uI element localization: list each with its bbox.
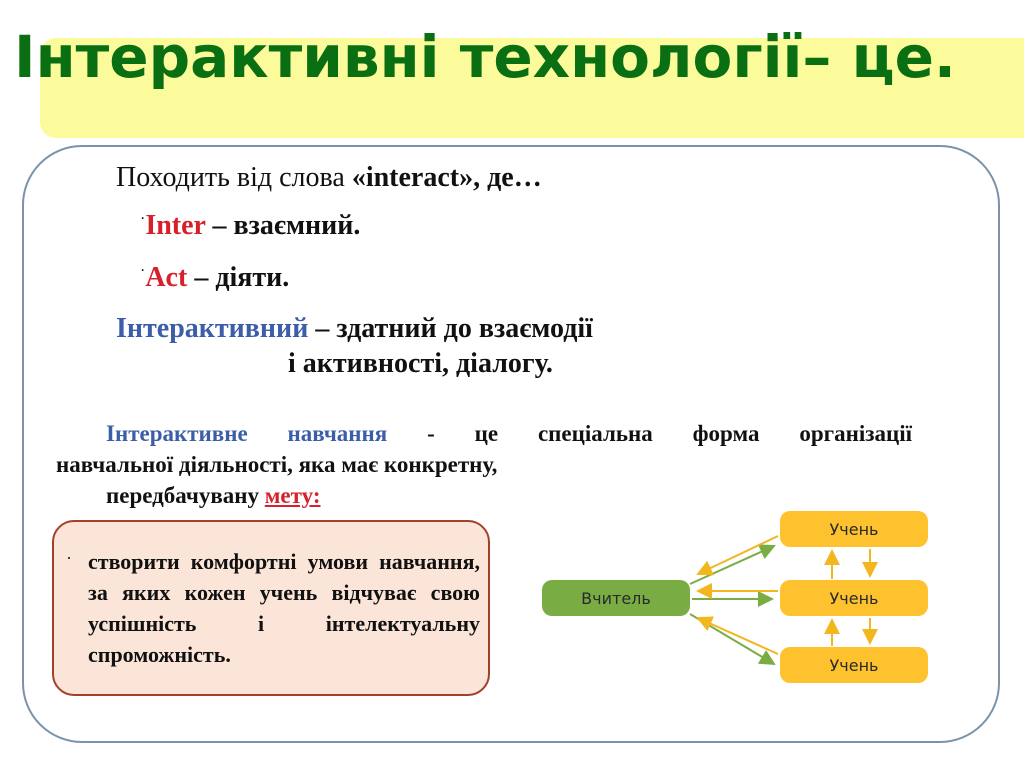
goal-label: мету: xyxy=(264,483,321,508)
arrow-student-1-to-teacher xyxy=(698,536,778,574)
paragraph-term: Інтерактивне навчання xyxy=(106,421,388,446)
definition-line-2: і активності, діалогу. xyxy=(288,348,553,379)
teacher-node: Вчитель xyxy=(542,580,690,616)
definition-text-1: – здатний до взаємодії xyxy=(308,313,593,344)
definition-term: Інтерактивний xyxy=(116,313,309,344)
origin-word: «interact», де… xyxy=(351,162,542,193)
goal-text: створити комфортні умови навчання, за яких кожен учень відчуває свою успішність і інтелектуальну спроможність. xyxy=(88,549,480,667)
arrow-student-3-to-teacher xyxy=(698,618,778,654)
paragraph-text-3: передбачувану xyxy=(106,483,265,508)
paragraph-text-1: - це спеціальна форма організації xyxy=(387,421,912,446)
paragraph-line-2: навчальної діяльності, яка має конкретну, xyxy=(56,452,498,477)
act-term: Act xyxy=(145,262,188,293)
arrow-teacher-to-student-3 xyxy=(690,614,774,664)
student-node-1: Учень xyxy=(780,511,928,547)
act-meaning: – діяти. xyxy=(187,262,290,293)
inter-term: Inter xyxy=(145,210,206,241)
bullet-dot: · xyxy=(140,210,146,228)
origin-prefix: Походить від слова xyxy=(116,162,352,193)
inter-meaning: – взаємний. xyxy=(205,210,361,241)
student-node-2: Учень xyxy=(780,580,928,616)
page-title: Інтерактивні технології– це. xyxy=(14,23,956,91)
student-node-3: Учень xyxy=(780,647,928,683)
bullet-dot: · xyxy=(140,262,146,280)
arrow-teacher-to-student-1 xyxy=(690,546,774,584)
goal-bullet: · xyxy=(66,548,72,568)
